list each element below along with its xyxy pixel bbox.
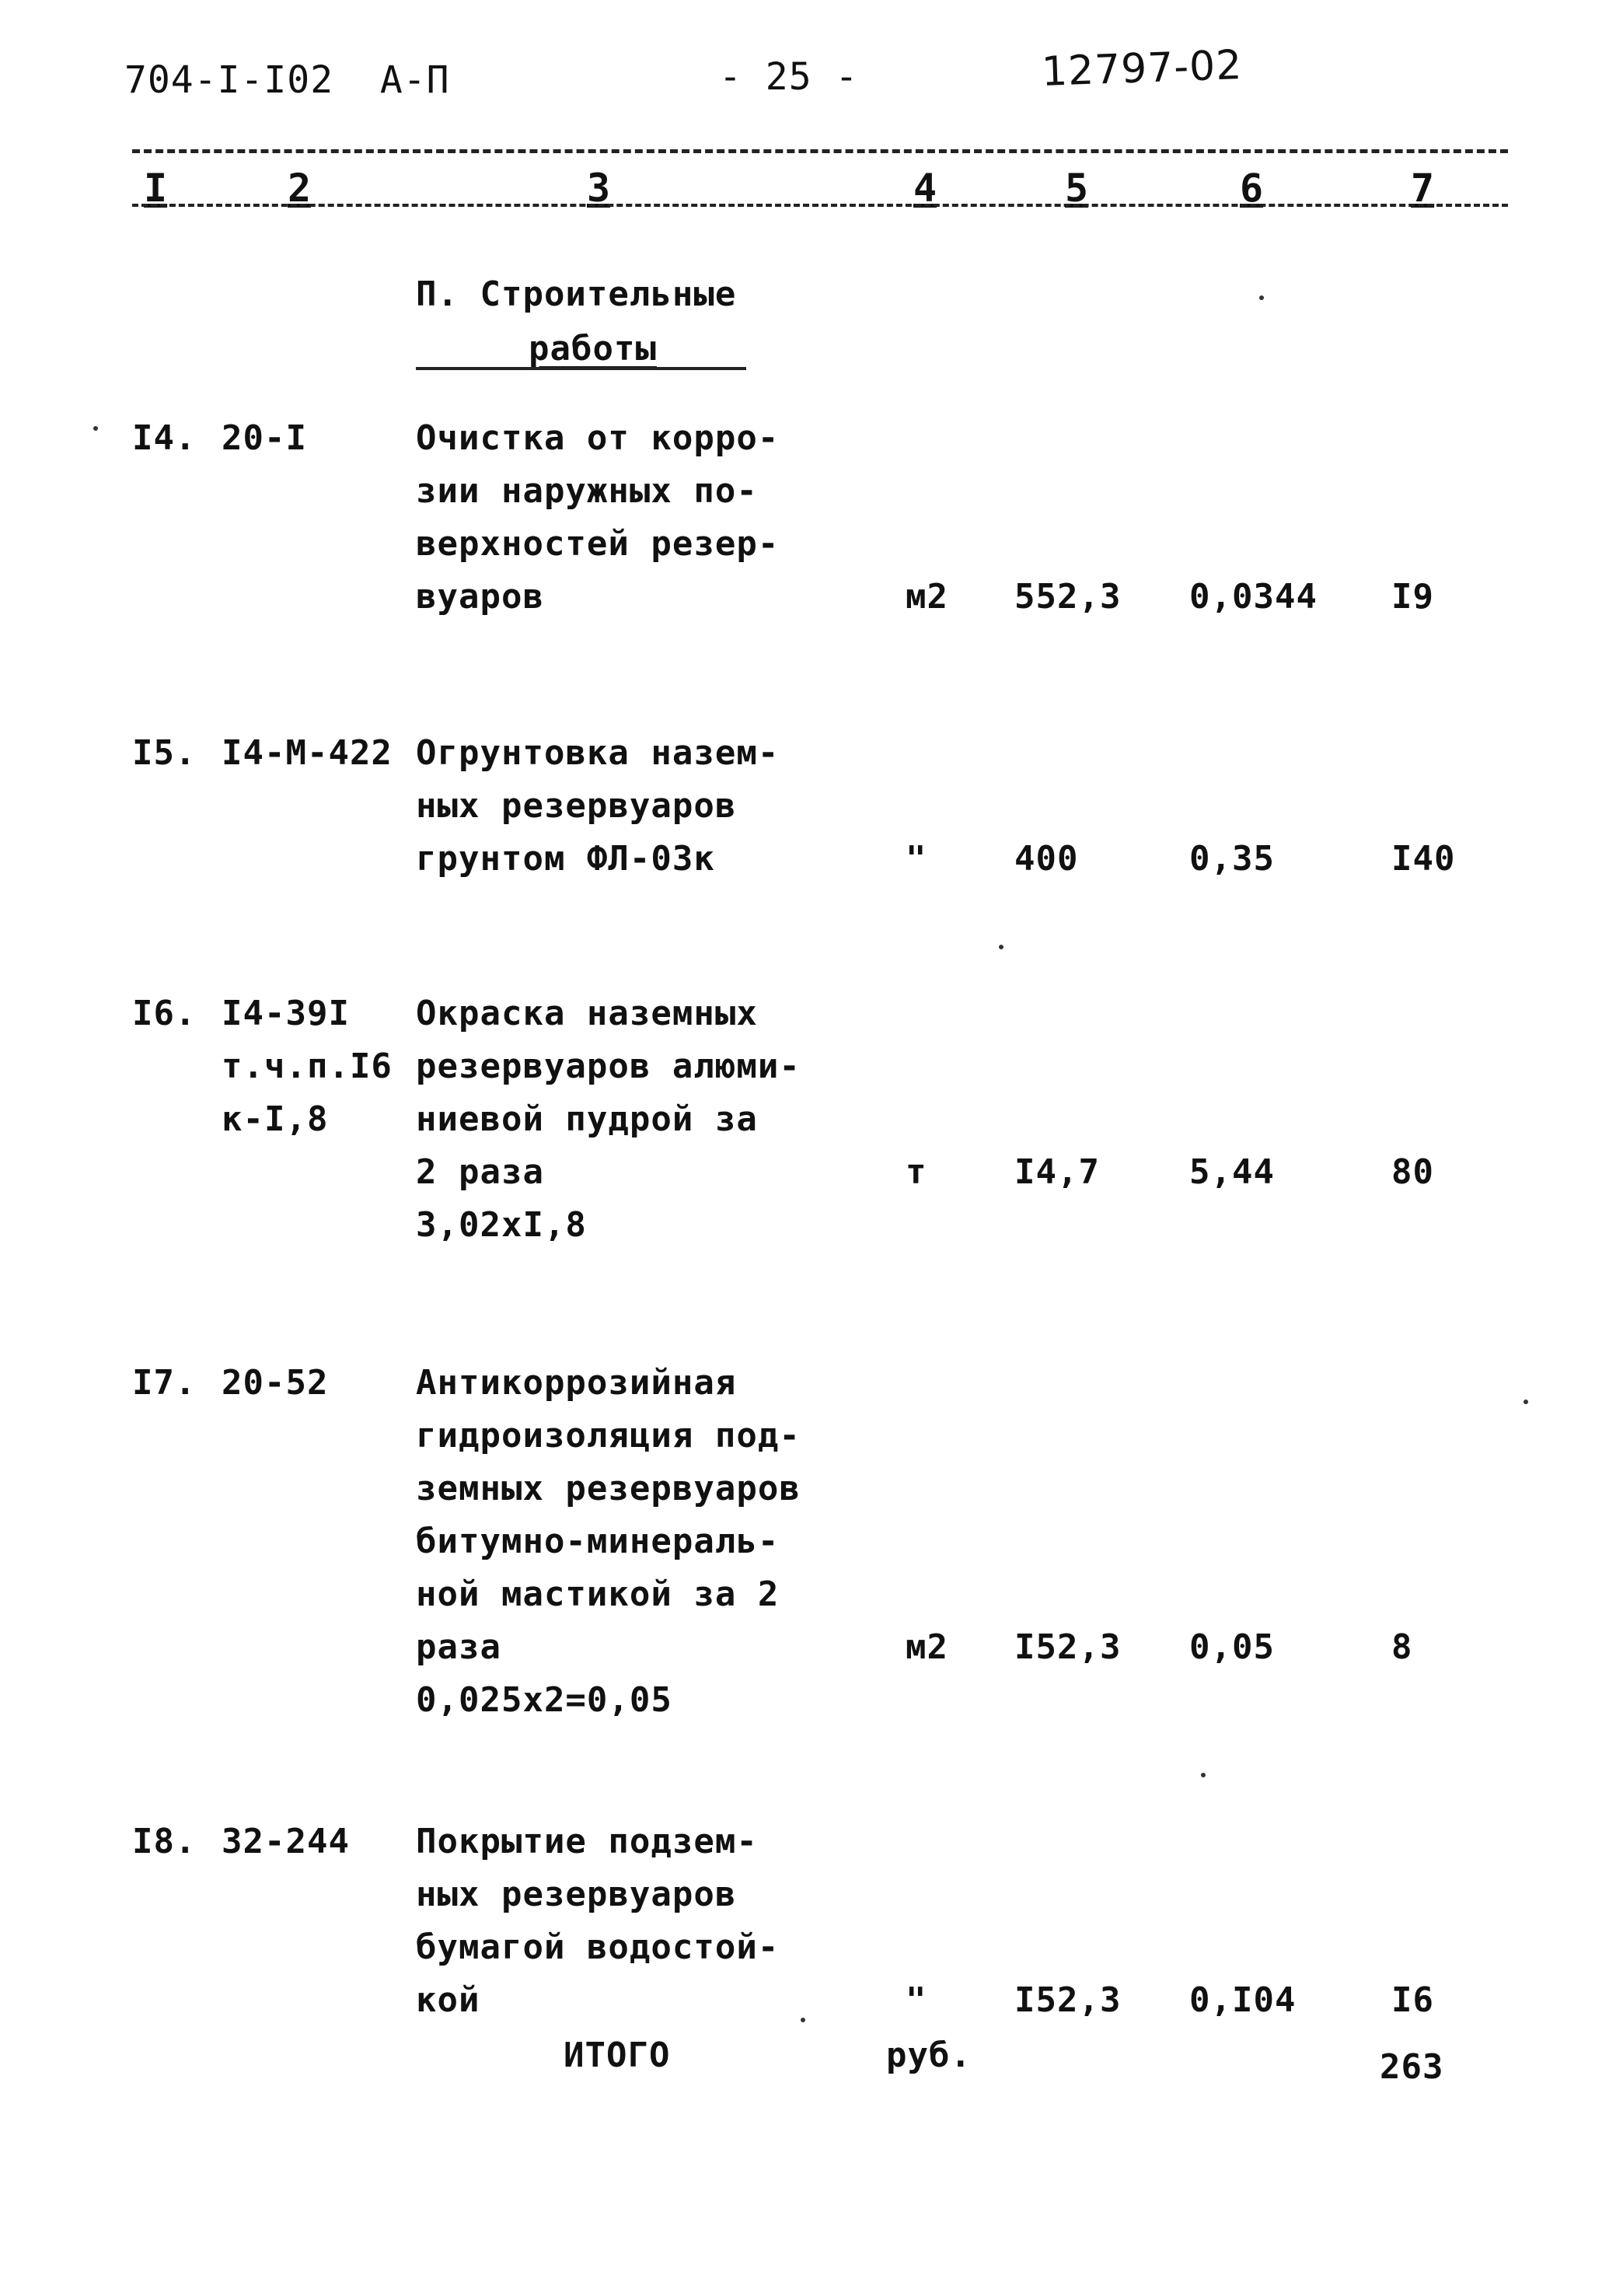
row-description-line: Окраска наземных bbox=[416, 994, 758, 1033]
row-cost: 8 bbox=[1391, 1627, 1413, 1667]
row-description-line: 3,02хI,8 bbox=[416, 1205, 587, 1245]
section-title-line1: П. Строительные bbox=[416, 274, 737, 314]
row-description-line: земных резервуаров bbox=[416, 1469, 801, 1508]
row-description-line: Огрунтовка назем- bbox=[416, 733, 780, 773]
scan-speck bbox=[93, 426, 98, 431]
column-number-5: 5 bbox=[1065, 166, 1089, 211]
row-code: 20-I bbox=[222, 418, 307, 458]
row-description-line: раза bbox=[416, 1627, 501, 1667]
row-description-line: 2 раза bbox=[416, 1152, 544, 1192]
row-description-line: бумагой водостой- bbox=[416, 1927, 780, 1967]
document-code: 704-I-I02 А-П bbox=[124, 58, 450, 102]
total-label: ИТОГО bbox=[564, 2036, 671, 2075]
row-description-line: битумно-минераль- bbox=[416, 1522, 780, 1561]
header-divider-bottom bbox=[132, 204, 1508, 207]
row-description-line: резервуаров алюми- bbox=[416, 1047, 801, 1086]
row-cost: I9 bbox=[1391, 577, 1434, 617]
section-title-underline bbox=[416, 367, 746, 370]
row-quantity: I52,3 bbox=[1014, 1980, 1122, 2020]
section-title-line2: работы bbox=[529, 329, 657, 369]
row-description-line: ниевой пудрой за bbox=[416, 1099, 758, 1139]
row-rate: 0,05 bbox=[1189, 1627, 1275, 1667]
row-unit: м2 bbox=[906, 1627, 948, 1667]
row-unit: " bbox=[906, 839, 927, 879]
row-description-line: Покрытие подзем- bbox=[416, 1822, 758, 1861]
total-value: 263 bbox=[1380, 2047, 1444, 2087]
row-code: т.ч.п.I6 bbox=[222, 1047, 393, 1086]
scan-speck bbox=[1524, 1400, 1528, 1404]
row-number: I6. bbox=[132, 994, 197, 1033]
row-cost: I6 bbox=[1391, 1980, 1434, 2020]
row-unit: м2 bbox=[906, 577, 948, 617]
column-number-6: 6 bbox=[1240, 166, 1264, 211]
row-cost: I40 bbox=[1391, 839, 1456, 879]
row-description-line: грунтом ФЛ-03к bbox=[416, 839, 715, 879]
row-description-line: ных резервуаров bbox=[416, 786, 737, 826]
row-description-line: верхностей резер- bbox=[416, 524, 780, 564]
row-quantity: I52,3 bbox=[1014, 1627, 1122, 1667]
row-number: I5. bbox=[132, 733, 197, 773]
row-quantity: 400 bbox=[1014, 839, 1079, 879]
row-rate: 5,44 bbox=[1189, 1152, 1275, 1192]
row-description-line: кой bbox=[416, 1980, 480, 2020]
row-quantity: 552,3 bbox=[1014, 577, 1122, 617]
handwritten-registration-number: 12797-02 bbox=[1040, 42, 1244, 96]
column-number-1: I bbox=[144, 166, 168, 211]
row-rate: 0,35 bbox=[1189, 839, 1275, 879]
page-number: - 25 - bbox=[719, 55, 859, 99]
row-cost: 80 bbox=[1391, 1152, 1434, 1192]
scan-speck bbox=[1201, 1773, 1206, 1777]
row-description-line: гидроизоляция под- bbox=[416, 1416, 801, 1456]
row-number: I8. bbox=[132, 1822, 197, 1861]
row-unit: " bbox=[906, 1980, 927, 2020]
row-number: I4. bbox=[132, 418, 197, 458]
row-description-line: ных резервуаров bbox=[416, 1875, 737, 1914]
scan-speck bbox=[999, 945, 1003, 949]
row-description-line: ной мастикой за 2 bbox=[416, 1574, 780, 1614]
row-code: I4-М-422 bbox=[222, 733, 393, 773]
row-number: I7. bbox=[132, 1363, 197, 1403]
column-number-3: 3 bbox=[587, 166, 611, 211]
row-description-line: 0,025х2=0,05 bbox=[416, 1680, 672, 1720]
scan-speck bbox=[1259, 295, 1264, 300]
row-rate: 0,I04 bbox=[1189, 1980, 1297, 2020]
row-rate: 0,0344 bbox=[1189, 577, 1318, 617]
row-description-line: вуаров bbox=[416, 577, 544, 617]
column-number-4: 4 bbox=[913, 166, 937, 211]
row-description-line: Очистка от корро- bbox=[416, 418, 780, 458]
scan-speck bbox=[801, 2018, 805, 2022]
row-code: 20-52 bbox=[222, 1363, 329, 1403]
header-divider-top bbox=[132, 149, 1508, 153]
total-unit: руб. bbox=[886, 2036, 972, 2075]
column-number-7: 7 bbox=[1411, 166, 1435, 211]
row-description-line: зии наружных по- bbox=[416, 471, 758, 511]
row-unit: т bbox=[906, 1152, 927, 1192]
row-code: I4-39I bbox=[222, 994, 350, 1033]
row-code: 32-244 bbox=[222, 1822, 350, 1861]
row-quantity: I4,7 bbox=[1014, 1152, 1100, 1192]
column-number-2: 2 bbox=[288, 166, 312, 211]
row-code: к-I,8 bbox=[222, 1099, 329, 1139]
row-description-line: Антикоррозийная bbox=[416, 1363, 737, 1403]
